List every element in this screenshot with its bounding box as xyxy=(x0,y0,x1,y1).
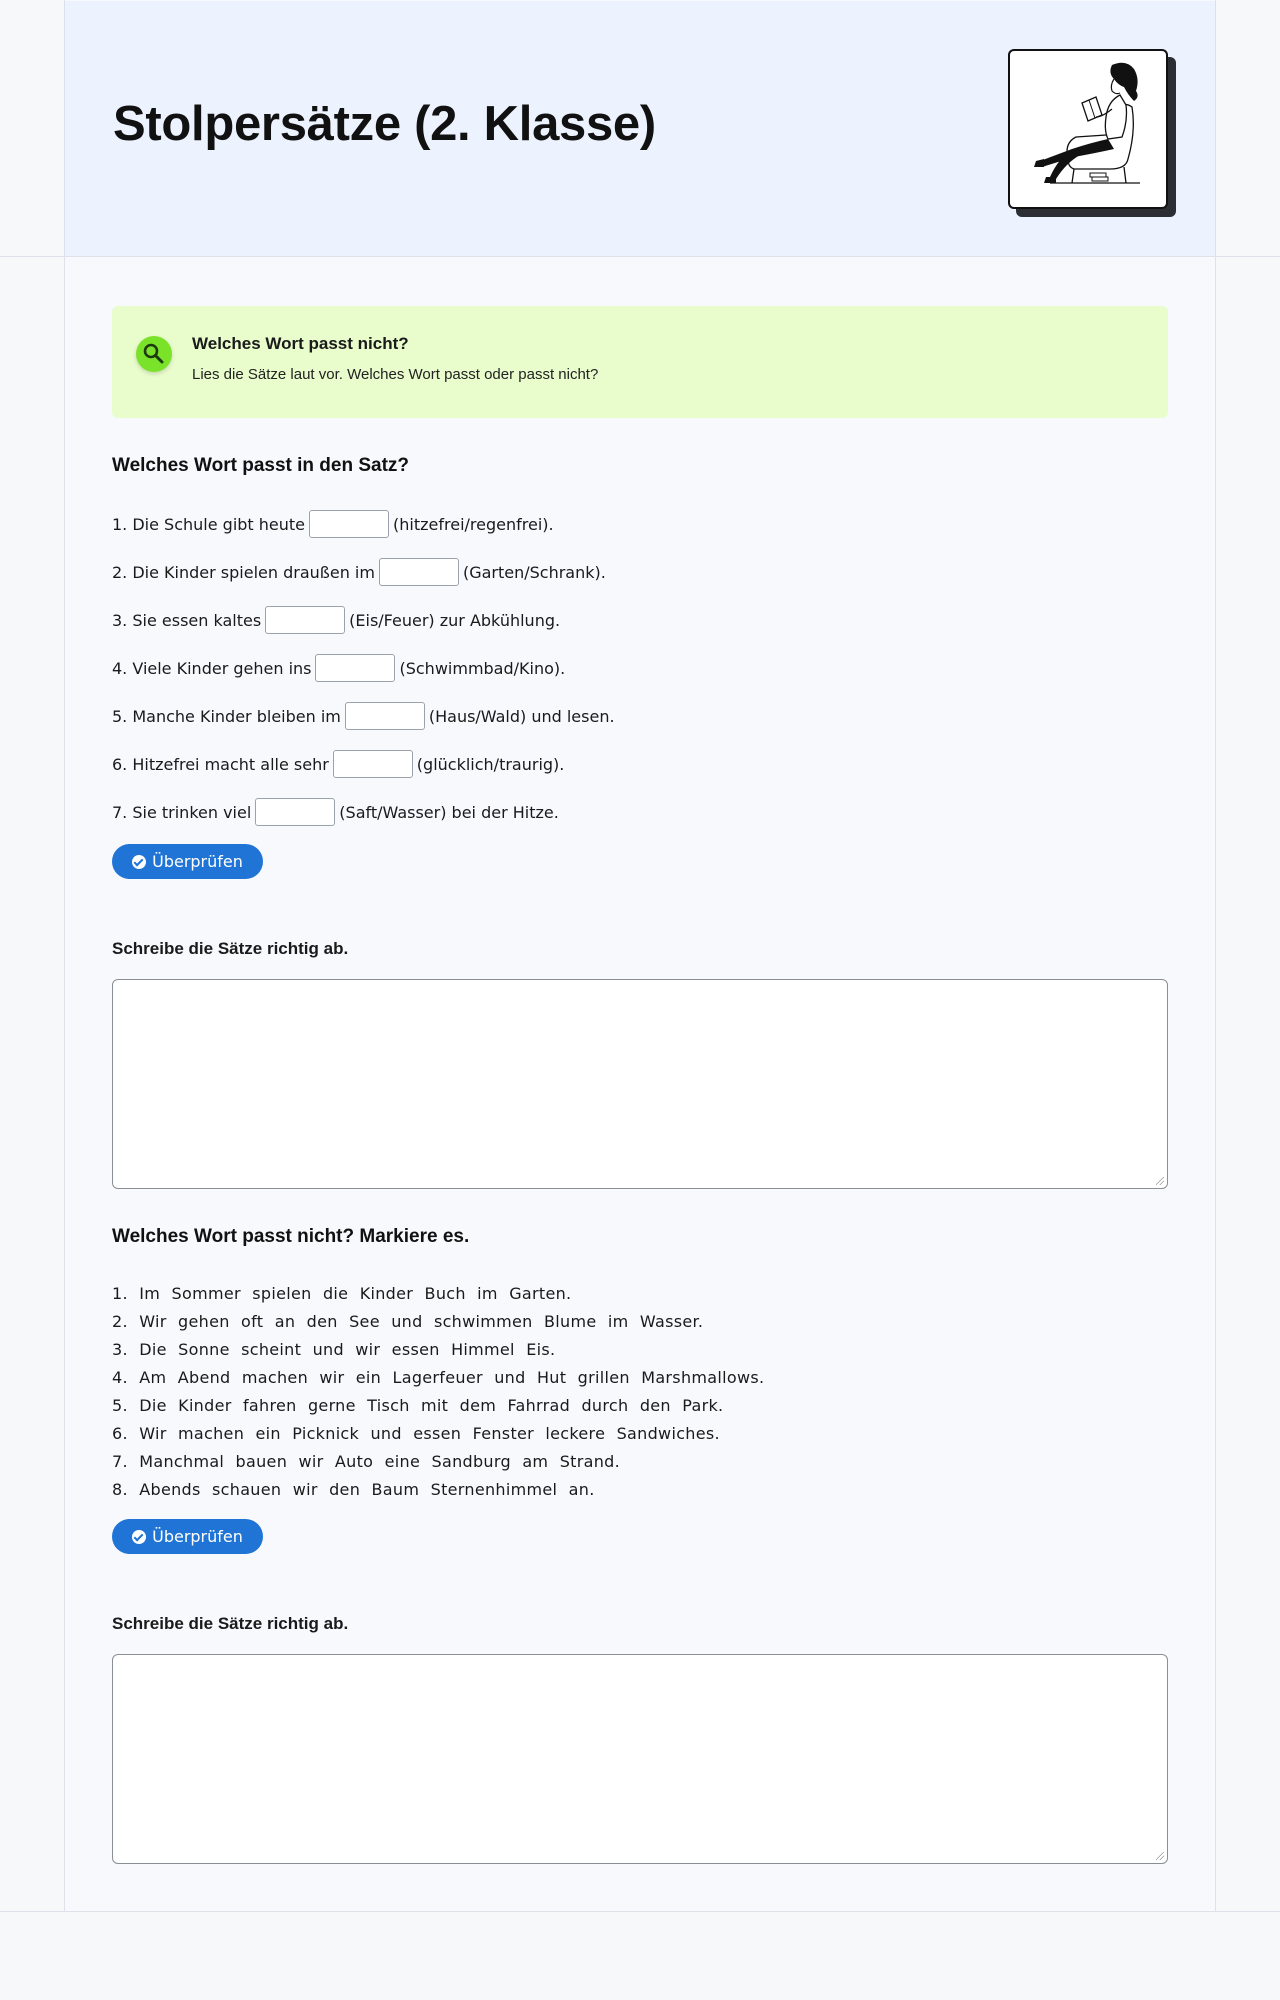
fill-item xyxy=(112,701,615,731)
answer-textarea[interactable] xyxy=(112,1654,1168,1864)
fill-item xyxy=(112,653,565,683)
page-title: Stolpersätze (2. Klasse) xyxy=(113,97,656,151)
fill-item-after: (Eis/Feuer) zur Abkühlung. xyxy=(349,610,561,630)
header-divider xyxy=(0,256,1280,257)
list-item[interactable]: 1. Im Sommer spielen die Kinder Buch im Garten. xyxy=(112,1284,572,1303)
fill-item-after: (Saft/Wasser) bei der Hitze. xyxy=(339,802,559,822)
reading-illustration xyxy=(1008,49,1176,217)
check-button-label: Überprüfen xyxy=(152,1527,243,1546)
fill-item xyxy=(112,797,559,827)
answer-input[interactable] xyxy=(265,606,345,634)
frame-line-left xyxy=(64,0,65,1912)
list-item[interactable]: 7. Manchmal bauen wir Auto eine Sandburg am Strand. xyxy=(112,1452,620,1471)
info-box xyxy=(112,306,1168,418)
answer-input[interactable] xyxy=(315,654,395,682)
check-circle-icon xyxy=(132,855,146,869)
frame-line-right xyxy=(1215,0,1216,1912)
list-item[interactable]: 8. Abends schauen wir den Baum Sternenhimmel an. xyxy=(112,1480,595,1499)
fill-item xyxy=(112,557,606,587)
answer-input[interactable] xyxy=(333,750,413,778)
answer-input[interactable] xyxy=(255,798,335,826)
fill-item-before: 5. Manche Kinder bleiben im xyxy=(112,706,341,726)
check-button-label: Überprüfen xyxy=(152,852,243,871)
woman-reading-icon xyxy=(1010,51,1166,207)
fill-item-before: 7. Sie trinken viel xyxy=(112,802,252,822)
list-item[interactable]: 5. Die Kinder fahren gerne Tisch mit dem Fahrrad durch den Park. xyxy=(112,1396,724,1415)
sentence-list xyxy=(112,1280,764,1504)
fill-item xyxy=(112,509,554,539)
list-item[interactable]: 6. Wir machen ein Picknick und essen Fenster leckere Sandwiches. xyxy=(112,1424,720,1443)
section1-heading: Welches Wort passt in den Satz? xyxy=(112,455,410,476)
fill-item-after: (Schwimmbad/Kino). xyxy=(399,658,566,678)
list-item[interactable]: 2. Wir gehen oft an den See und schwimmen Blume im Wasser. xyxy=(112,1312,704,1331)
magnifier-icon xyxy=(136,336,172,372)
answer-input[interactable] xyxy=(345,702,425,730)
fill-item xyxy=(112,605,560,635)
resize-handle-icon[interactable] xyxy=(1156,1852,1164,1860)
answer-textarea[interactable] xyxy=(112,979,1168,1189)
fill-item-before: 6. Hitzefrei macht alle sehr xyxy=(112,754,329,774)
section2-heading: Welches Wort passt nicht? Markiere es. xyxy=(112,1226,470,1247)
fill-item-before: 3. Sie essen kaltes xyxy=(112,610,262,630)
write-heading: Schreibe die Sätze richtig ab. xyxy=(112,939,349,958)
check-button[interactable] xyxy=(112,1519,263,1554)
info-text: Lies die Sätze laut vor. Welches Wort passt oder passt nicht? xyxy=(192,366,599,383)
fill-item-after: (glücklich/traurig). xyxy=(416,754,565,774)
list-item[interactable]: 4. Am Abend machen wir ein Lagerfeuer und Hut grillen Marshmallows. xyxy=(112,1368,765,1387)
fill-item-before: 4. Viele Kinder gehen ins xyxy=(112,658,312,678)
list-item[interactable]: 3. Die Sonne scheint und wir essen Himmel Eis. xyxy=(112,1340,556,1359)
write-heading: Schreibe die Sätze richtig ab. xyxy=(112,1614,349,1633)
check-circle-icon xyxy=(132,1530,146,1544)
resize-handle-icon[interactable] xyxy=(1156,1177,1164,1185)
answer-input[interactable] xyxy=(309,510,389,538)
answer-input[interactable] xyxy=(379,558,459,586)
fill-item-after: (Haus/Wald) und lesen. xyxy=(428,706,615,726)
footer-divider xyxy=(0,1911,1280,1912)
fill-item-after: (Garten/Schrank). xyxy=(462,562,606,582)
fill-item-after: (hitzefrei/regenfrei). xyxy=(393,514,554,534)
fill-item-before: 2. Die Kinder spielen draußen im xyxy=(112,562,375,582)
fill-item-before: 1. Die Schule gibt heute xyxy=(112,514,306,534)
info-title: Welches Wort passt nicht? xyxy=(192,334,409,353)
check-button[interactable] xyxy=(112,844,263,879)
fill-item xyxy=(112,749,564,779)
